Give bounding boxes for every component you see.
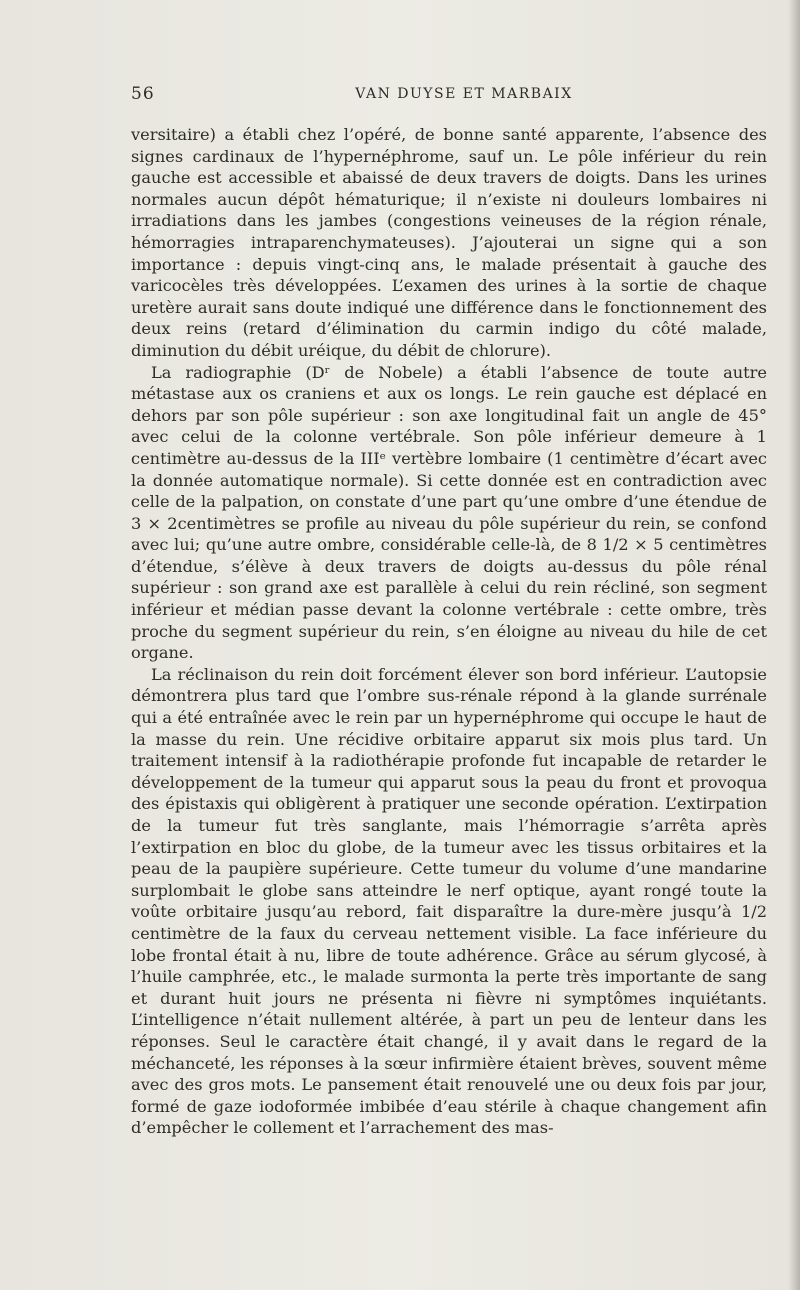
body-text (131, 124, 767, 1139)
page-number: 56 (131, 84, 155, 104)
paragraph-continuation: versitaire) a établi chez l’opéré, de bonne santé apparente, l’absence des signes cardinaux de l’hypernéphrome, sauf un. Le pôle inférieur du rein gauche est accessible et abaissé de deux travers de doigts. Dans les urines normales aucun dépôt hématurique; il n’existe ni douleurs lombaires ni irradiations dans les jambes (congestions veineuses de la région rénale, hémorragies intraparenchymateuses). J’ajouterai un signe qui a son importance : depuis vingt-cinq ans, le malade présentait à gauche des varicocèles très développées. L’examen des urines à la sortie de chaque uretère aurait sans doute indiqué une différence dans le fonctionnement des deux reins (retard d’élimination du carmin indigo du côté malade, diminution du débit uréique, du débit de chlorure). (131, 125, 767, 360)
page-header (131, 84, 767, 108)
paragraph-radiographie: La radiographie (Dʳ de Nobele) a établi l’absence de toute autre métastase aux os craniens et aux os longs. Le rein gauche est déplacé en dehors par son pôle supérieur : son axe longitudinal fait un angle de 45° avec celui de la colonne vertébrale. Son pôle inférieur demeure à 1 centimètre au-dessus de la IIIᵉ vertèbre lombaire (1 centimètre d’écart avec la donnée automatique normale). Si cette donnée est en contradiction avec celle de la palpation, on constate d’une part qu’une ombre d’une étendue de 3 × 2centimètres se profile au niveau du pôle supérieur du rein, se confond avec lui; qu’une autre ombre, considérable celle-là, de 8 1/2 × 5 centimètres d’étendue, s’élève à deux travers de doigts au-dessus du pôle rénal supérieur : son grand axe est parallèle à celui du rein récliné, son segment inférieur et médian passe devant la colonne vertébrale : cette ombre, très proche du segment supérieur du rein, s’en éloigne au niveau du hile de cet organe. (131, 362, 767, 663)
paragraph-reclinaison: La réclinaison du rein doit forcément élever son bord inférieur. L’autopsie démontrera plus tard que l’ombre sus-rénale répond à la glande surrénale qui a été entraînée avec le rein par un hypernéphrome qui occupe le haut de la masse du rein. Une récidive orbitaire apparut six mois plus tard. Un traitement intensif à la radiothérapie profonde fut incapable de retarder le développement de la tumeur qui apparut sous la peau du front et provoqua des épistaxis qui obligèrent à pratiquer une seconde opération. L’extirpation de la tumeur fut très sanglante, mais l’hémorragie s’arrêta après l’extirpation en bloc du globe, de la tumeur avec les tissus orbitaires et la peau de la paupière supérieure. Cette tumeur du volume d’une mandarine surplombait le globe sans atteindre le nerf optique, ayant rongé toute la voûte orbitaire jusqu’au rebord, fait disparaître la dure-mère jusqu’à 1/2 centimètre de la faux du cerveau nettement visible. La face inférieure du lobe frontal était à nu, libre de toute adhérence. Grâce au sérum glycosé, à l’huile camphrée, etc., le malade surmonta la perte très importante de sang et durant huit jours ne présenta ni fièvre ni symptômes inquiétants. L’intelligence n’était nullement altérée, à part un peu de lenteur dans les réponses. Seul le caractère était changé, il y avait dans le regard de la méchanceté, les réponses à la sœur infirmière étaient brèves, souvent même avec des gros mots. Le pansement était renouvelé une ou deux fois par jour, formé de gaze iodoformée imbibée d’eau stérile à chaque changement afin d’empêcher le collement et l’arrachement des mas- (131, 664, 767, 1138)
running-head: VAN DUYSE ET MARBAIX (355, 86, 573, 102)
page-edge-shadow (788, 0, 800, 1290)
